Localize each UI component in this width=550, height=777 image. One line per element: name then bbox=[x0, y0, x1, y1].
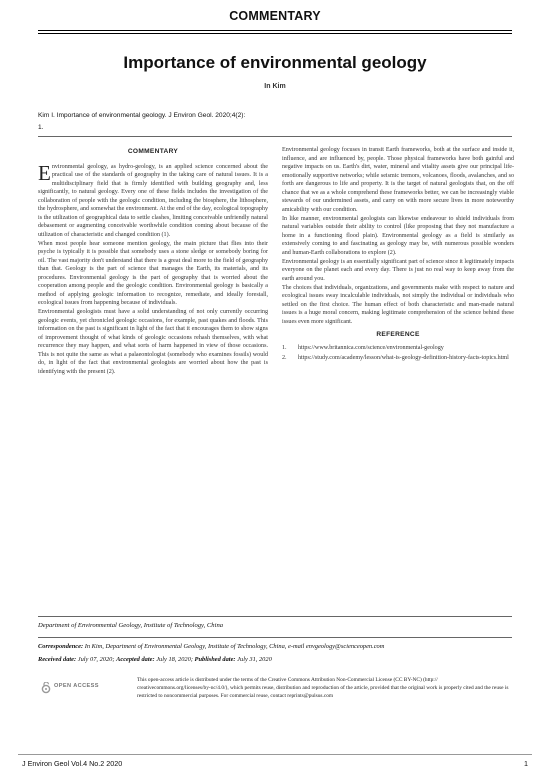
right-column bbox=[282, 146, 514, 365]
accepted-label: Accepted date: bbox=[116, 656, 155, 663]
received-label: Received date: bbox=[38, 656, 77, 663]
correspondence-label: Correspondence: bbox=[38, 643, 84, 650]
section-heading: COMMENTARY bbox=[127, 148, 179, 155]
footnote-divider bbox=[38, 616, 512, 617]
reference-list bbox=[282, 344, 514, 363]
article-author: In Kim bbox=[264, 83, 286, 90]
reference-item bbox=[282, 344, 514, 353]
paragraph-text: nvironmental geology, as hydro-geology, is an applied science concerned about the practical use of the standards of geography in the taking care of natural issues. It is a multidisciplinary field that is firmly identified with building geography and, less significantly, to natural geology. Every one of these fields includes the investigation of the collaboration of people with the geologic condition, including the biosphere, the lithosphere, the hydrosphere, and somewhat the environment. At the end of the day, ecological topography is the utilization of geographical data to settle clashes, limiting conceivable unfriendly natural debasement or augmenting conceivable worthwhile condition coming about because of the utilization of characteristic and changed condition (1). bbox=[38, 163, 268, 238]
article-dates bbox=[38, 656, 512, 663]
reference-number: 1. bbox=[282, 344, 287, 351]
published-date: July 31, 2020 bbox=[235, 656, 272, 663]
page-number: 1 bbox=[524, 759, 528, 768]
citation bbox=[38, 110, 512, 133]
paragraph: The choices that individuals, organizations, and governments make with respect to nature and ecological issues sway incalculable individuals, not simply the individual or individuals who settled on the first choice. The human effect of both characteristic and man-made natural issues is a huge moral concern, making legitimate comprehension of the science behind these issues even more significant. bbox=[282, 284, 514, 325]
paragraph: In like manner, environmental geologists can likewise endeavour to shield individuals from natural variables outside their ability to control (like proposing that they not manufacture a home in a functioning flood plain). Environmental geology as a field is similarly as extensively coming to and fascinating as geology may be, with numerous possible wonders and human-Earth collaborations to explore (2). bbox=[282, 215, 514, 256]
article-title: Importance of environmental geology bbox=[123, 53, 427, 72]
paragraph: Environmental geology focuses in transit Earth frameworks, both at the surface and inside it, influence, and are influenced by, people. Those physical frameworks have both gainful and negative impacts on us. Earth's dirt, water, mineral and vitality assets give our principal life-emotionally supportive networks; while seismic tremors, volcanoes, floods, avalanches, and so forth are dangerous to life and property. It is the target of natural geologists that, on the off chance that we as a whole comprehend these frameworks better, we can be increasingly viable stewards of our undermined assets, and carry on with more secure lives in more noteworthy amicability with our condition. bbox=[282, 147, 514, 213]
paragraph: Environmental geologists must have a solid understanding of not only currently occurring geologic events, yet chronicled geologic occasions, for example, past quakes and floods. This information on the past is significant in light of the fact that it encourages them to show signs of improvement thought of what kinds of geologic occasions rehash themselves, with what recurrence they may happen, and what sorts of harm happened in view of those occasions. This is not quite the same as what a palaeontologist (somebody who examines fossils) would do, in light of the fact that environmental geologists are worried about how the past is identifying with the present (2). bbox=[38, 309, 268, 375]
open-access-logo-text: OPEN ACCESS bbox=[54, 683, 99, 689]
reference-link[interactable]: https://www.britannica.com/science/environmental-geology bbox=[298, 344, 444, 351]
banner-rule bbox=[38, 30, 512, 31]
drop-cap: E bbox=[38, 160, 51, 185]
references-heading: REFERENCE bbox=[376, 331, 420, 338]
accepted-date: July 18, 2020; bbox=[154, 656, 195, 663]
citation-divider bbox=[38, 136, 512, 137]
left-column bbox=[38, 148, 268, 377]
received-date: July 07, 2020; bbox=[76, 656, 117, 663]
citation-text: Kim I. Importance of environmental geology. J Environ Geol. 2020;4(2): 1. bbox=[38, 112, 246, 131]
paragraph bbox=[38, 160, 268, 240]
correspondence-text: In Kim, Department of Environmental Geology, Institute of Technology, China, e-mail envgeology@scienceopen.com bbox=[83, 643, 385, 650]
correspondence bbox=[38, 643, 512, 650]
page-footer-rule bbox=[18, 754, 532, 755]
banner-rule-thin bbox=[38, 33, 512, 34]
footnote-divider-2 bbox=[38, 637, 512, 638]
license-text: This open-access article is distributed under the terms of the Creative Commons Attribution Non-Commercial License (CC BY-NC) (http:// creativecommons.org/licenses/by-nc/4.0/), which permits reuse, distribution and reproduction of the article, provided that the original work is properly cited and the reuse is restricted to noncommercial purposes. For commercial reuse, contact reprints@pulsus.com bbox=[137, 677, 509, 700]
published-label: Published date: bbox=[194, 656, 236, 663]
reference-number: 2. bbox=[282, 355, 287, 361]
banner-label: COMMENTARY bbox=[229, 9, 321, 23]
reference-item bbox=[282, 354, 514, 363]
section-banner bbox=[0, 0, 550, 47]
journal-info: J Environ Geol Vol.4 No.2 2020 bbox=[22, 759, 123, 768]
paragraph: When most people hear someone mention geology, the main picture that flies into their psyche is typically it is possible that somebody uses a stone sledge or somebody boring for oil. The vast majority don't understand that there is a great deal more to the field of geography than that. Geology is the part of science that manages the Earth, its materials, and its procedures. Environmental geology is the part of geography that is worried about the cooperation among people and the geologic condition. Environmental geology is basically a method of applying geologic information to recognize, remediate, and ideally forestall, ecological issues from happening because of individuals. bbox=[38, 240, 268, 306]
paragraph: Environmental geology is an essentially significant part of science since it legitimately impacts everyone on the planet each and every day. There is just no real way to keep away from the earth around you. bbox=[282, 258, 514, 282]
reference-link[interactable]: https://study.com/academy/lesson/what-is-geology-definition-history-facts-topics.html bbox=[298, 355, 509, 361]
affiliation: Department of Environmental Geology, Institute of Technology, China bbox=[38, 622, 224, 629]
